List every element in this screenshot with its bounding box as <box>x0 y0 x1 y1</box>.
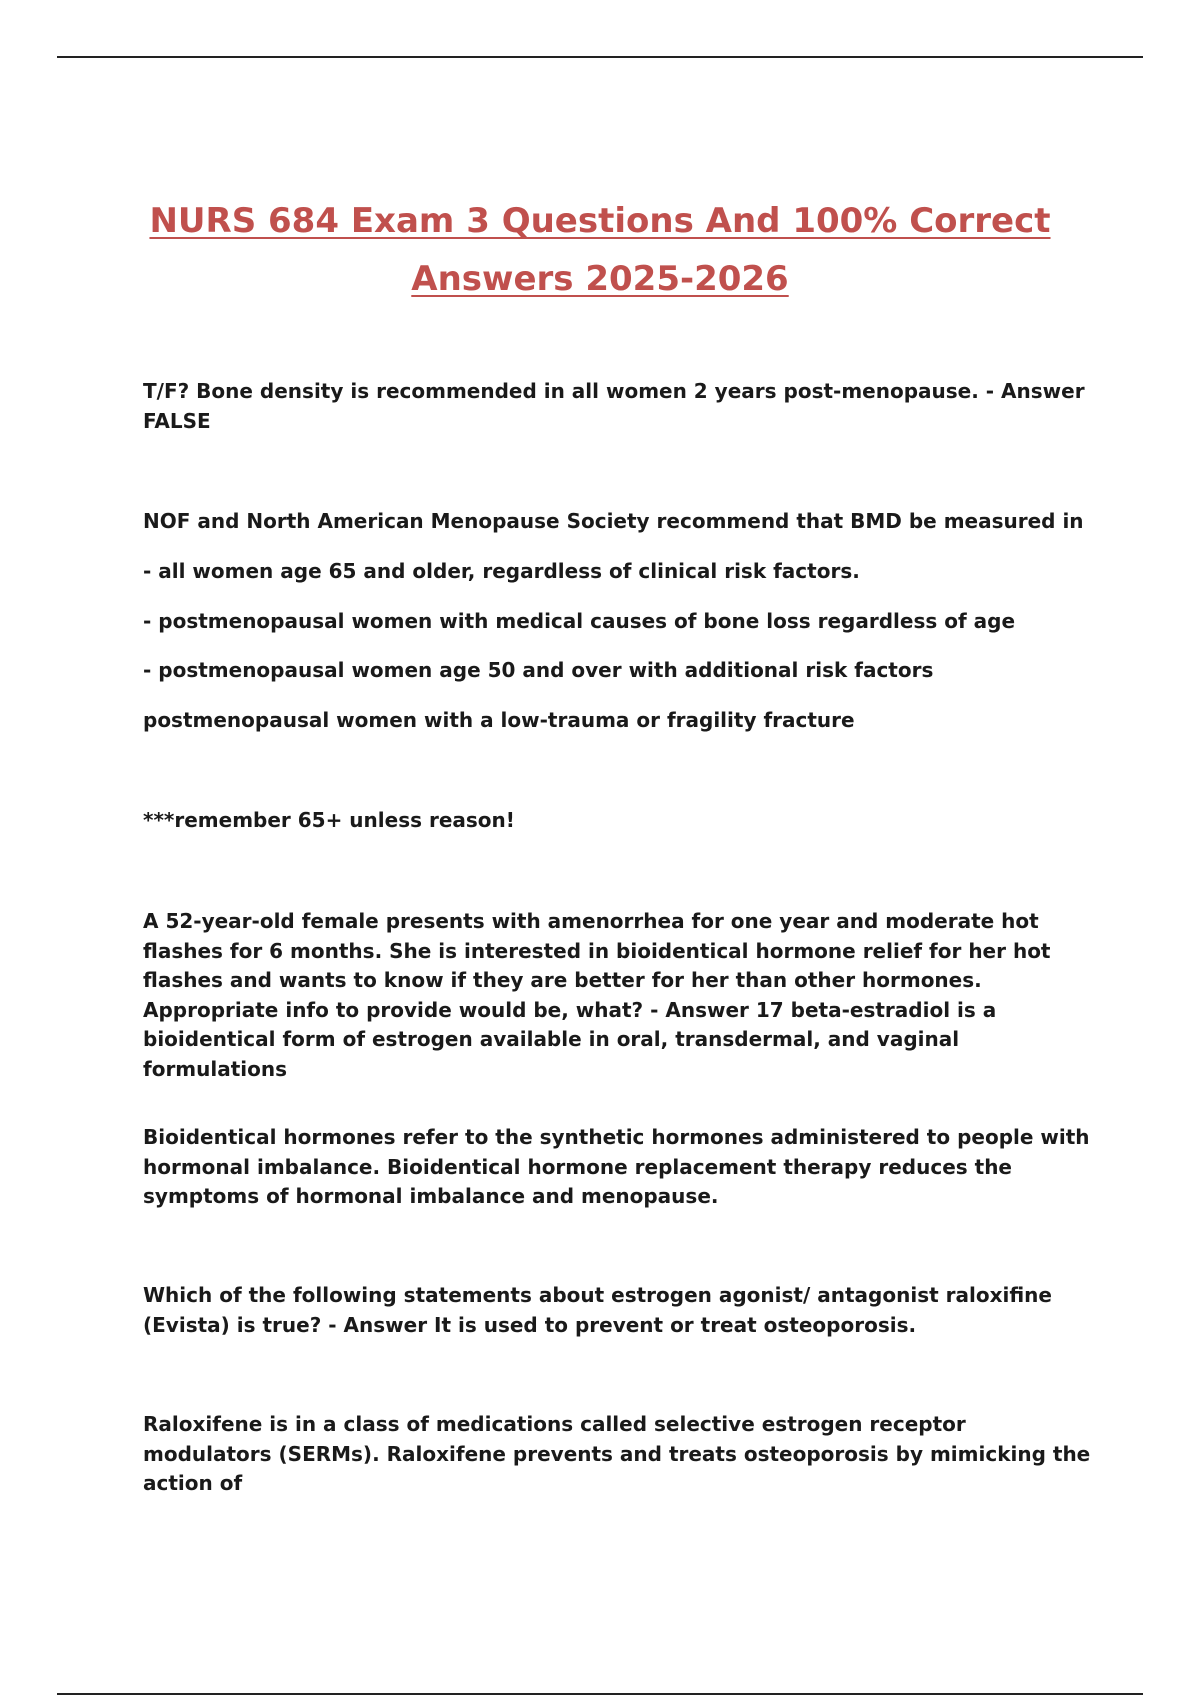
question-bioidentical-hormones: A 52-year-old female presents with amenorrhea for one year and moderate hot flashes for 6 months. She is interested in bioidentical hormone relief for her hot flashes and wants to know if they are better for her than other hormones. Appropriate info to provide would be, what? - Answer 17 beta-estradiol is a bioidentical form of estrogen available in oral, transdermal, and vaginal formulations <box>143 909 1051 1081</box>
title-line-2: Answers 2025-2026 <box>411 259 789 299</box>
answer-bioidentical-explanation: Bioidentical hormones refer to the synthetic hormones administered to people with hormonal imbalance. Bioidentical hormone replacement therapy reduces the symptoms of hormonal imbalance and menopause. <box>143 1125 1090 1208</box>
answer-nof-recommendation: NOF and North American Menopause Society recommend that BMD be measured in <box>143 509 1084 533</box>
question-bone-density: T/F? Bone density is recommended in all women 2 years post-menopause. - Answer FALSE <box>143 379 1085 433</box>
question-raloxifene: Which of the following statements about estrogen agonist/ antagonist raloxifine (Evista) is true? - Answer It is used to prevent or treat osteoporosis. <box>143 1283 1052 1337</box>
title-line-1: NURS 684 Exam 3 Questions And 100% Correct <box>149 201 1051 241</box>
document-title <box>100 192 1100 308</box>
bmd-criterion-4: postmenopausal women with a low-trauma or fragility fracture <box>143 708 855 732</box>
top-rule <box>57 56 1143 58</box>
bottom-rule <box>57 1693 1143 1695</box>
answer-raloxifene-explanation: Raloxifene is in a class of medications called selective estrogen receptor modulators (SERMs). Raloxifene prevents and treats osteoporosis by mimicking the action of <box>143 1412 1091 1495</box>
bmd-criterion-1: - all women age 65 and older, regardless of clinical risk factors. <box>143 559 860 583</box>
bmd-criterion-2: - postmenopausal women with medical causes of bone loss regardless of age <box>143 609 1016 633</box>
reminder-note: ***remember 65+ unless reason! <box>143 808 515 832</box>
bmd-criterion-3: - postmenopausal women age 50 and over with additional risk factors <box>143 658 934 682</box>
